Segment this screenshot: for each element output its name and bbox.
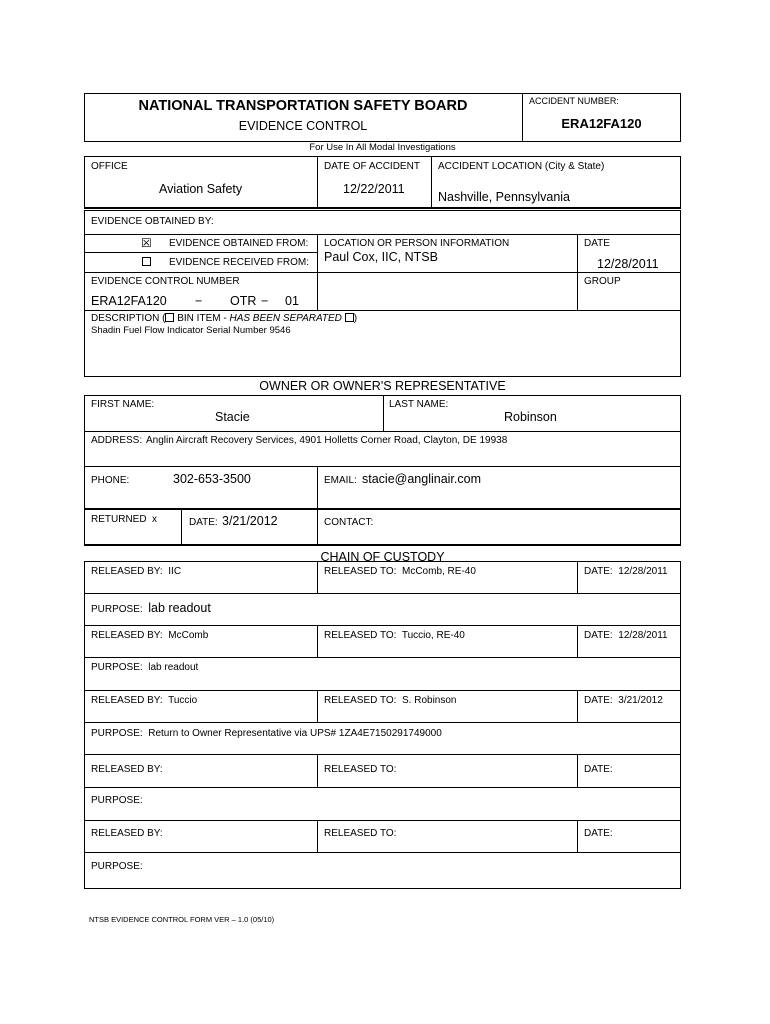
custody-div-b2 <box>577 625 578 657</box>
office-value[interactable]: Aviation Safety <box>159 182 243 196</box>
evidence-date-label: DATE <box>584 238 610 249</box>
date-value: 3/21/2012 <box>618 695 663 706</box>
released-by-value: McComb <box>168 630 209 641</box>
returned-mark[interactable]: x <box>152 514 157 525</box>
released-by-label: RELEASED BY: <box>91 566 163 577</box>
evidence-rule-1 <box>84 234 681 235</box>
custody-rule-8 <box>84 820 681 821</box>
description-value[interactable]: Shadin Fuel Flow Indicator Serial Number 9546 <box>91 325 291 336</box>
obtained-from-label: EVIDENCE OBTAINED FROM: <box>169 238 309 249</box>
evidence-box <box>84 210 681 377</box>
custody-rule-7 <box>84 787 681 788</box>
date-of-accident-value[interactable]: 12/22/2011 <box>343 182 405 196</box>
released-by-value: IIC <box>168 566 182 577</box>
owner-returned-divider <box>181 510 182 545</box>
owner-bottom-rule <box>84 544 681 546</box>
purpose-label: PURPOSE: <box>91 728 143 739</box>
evidence-divider-2 <box>577 234 578 310</box>
released-to-3[interactable] <box>324 695 456 707</box>
phone-value[interactable]: 302-653-3500 <box>173 472 251 486</box>
custody-rule-4 <box>84 690 681 691</box>
released-by-5[interactable] <box>91 828 163 840</box>
custody-rule-2 <box>84 625 681 626</box>
owner-rule-3 <box>84 508 681 510</box>
received-from-label: EVIDENCE RECEIVED FROM: <box>169 257 310 268</box>
custody-rule-1 <box>84 593 681 594</box>
released-by-label: RELEASED BY: <box>91 828 163 839</box>
email-value[interactable]: stacie@anglinair.com <box>362 472 481 486</box>
phone-label: PHONE: <box>91 475 130 486</box>
received-from-checkbox[interactable] <box>142 257 151 266</box>
custody-div-a2 <box>317 625 318 657</box>
released-to-1[interactable] <box>324 566 476 578</box>
email-label: EMAIL: <box>324 475 357 486</box>
separated-label: HAS BEEN SEPARATED <box>229 313 342 324</box>
form-title: NATIONAL TRANSPORTATION SAFETY BOARD <box>138 98 468 114</box>
control-number-label: EVIDENCE CONTROL NUMBER <box>91 276 240 287</box>
accident-number-label: ACCIDENT NUMBER: <box>529 96 619 106</box>
released-to-4[interactable] <box>324 764 396 776</box>
accident-location-label: ACCIDENT LOCATION (City & State) <box>438 161 605 172</box>
purpose-3[interactable] <box>91 728 442 740</box>
released-by-4[interactable] <box>91 764 163 776</box>
owner-phone-divider <box>317 466 318 545</box>
custody-date-4[interactable] <box>584 764 613 776</box>
address-label: ADDRESS: <box>91 435 143 446</box>
released-to-value: McComb, RE-40 <box>402 566 476 577</box>
group-label: GROUP <box>584 276 621 287</box>
office-divider-2 <box>431 156 432 209</box>
office-divider-1 <box>317 156 318 209</box>
purpose-label: PURPOSE: <box>91 861 143 872</box>
released-to-2[interactable] <box>324 630 465 642</box>
released-by-value: Tuccio <box>168 695 198 706</box>
purpose-value: lab readout <box>148 601 211 615</box>
purpose-value: lab readout <box>148 662 199 673</box>
released-to-label: RELEASED TO: <box>324 695 397 706</box>
returned-label: RETURNED <box>91 514 147 525</box>
owner-rule-2 <box>84 466 681 467</box>
control-number-sep1: − <box>195 294 203 308</box>
evidence-date-value[interactable]: 12/28/2011 <box>597 257 659 271</box>
purpose-label: PURPOSE: <box>91 604 143 615</box>
control-number-sep2: − <box>261 294 269 308</box>
first-name-label: FIRST NAME: <box>91 399 155 410</box>
evidence-obtained-by-label: EVIDENCE OBTAINED BY: <box>91 216 214 227</box>
control-number-part2[interactable]: OTR <box>230 294 257 308</box>
evidence-divider-1 <box>317 234 318 310</box>
custody-date-2[interactable] <box>584 630 668 642</box>
date-value: 12/28/2011 <box>618 630 668 641</box>
released-to-label: RELEASED TO: <box>324 566 397 577</box>
owner-name-divider <box>383 395 384 431</box>
control-number-part1[interactable]: ERA12FA120 <box>91 294 167 308</box>
accident-location-value[interactable]: Nashville, Pennsylvania <box>438 190 571 204</box>
description-suffix: ) <box>353 313 358 324</box>
evidence-rule-3 <box>84 272 681 273</box>
address-value[interactable]: Anglin Aircraft Recovery Services, 4901 Holletts Corner Road, Clayton, DE 19938 <box>146 435 508 446</box>
released-by-3[interactable] <box>91 695 197 707</box>
released-to-label: RELEASED TO: <box>324 764 397 775</box>
evidence-rule-2 <box>84 252 317 253</box>
custody-div-a5 <box>317 820 318 852</box>
custody-date-5[interactable] <box>584 828 613 840</box>
office-bottom-rule <box>84 207 681 209</box>
evidence-rule-4 <box>84 310 681 311</box>
released-to-value: Tuccio, RE-40 <box>401 630 465 641</box>
custody-div-b4 <box>577 754 578 787</box>
bin-item-checkbox[interactable] <box>165 313 174 322</box>
control-number-part3[interactable]: 01 <box>285 294 299 308</box>
custody-div-b5 <box>577 820 578 852</box>
first-name-value[interactable]: Stacie <box>215 410 250 424</box>
contact-label: CONTACT: <box>324 517 374 528</box>
obtained-from-checkbox[interactable]: ☒ <box>141 236 152 250</box>
released-by-2[interactable] <box>91 630 208 642</box>
date-label: DATE: <box>584 695 613 706</box>
released-to-value: S. Robinson <box>402 695 457 706</box>
date-label: DATE: <box>584 764 613 775</box>
location-person-value[interactable]: Paul Cox, IIC, NTSB <box>324 250 438 264</box>
purpose-4[interactable] <box>91 795 143 807</box>
purpose-value: Return to Owner Representative via UPS# 1ZA4E7150291749000 <box>148 728 442 739</box>
last-name-label: LAST NAME: <box>389 399 449 410</box>
custody-div-a4 <box>317 754 318 787</box>
accident-number-value[interactable]: ERA12FA120 <box>561 116 642 131</box>
custody-div-a1 <box>317 561 318 593</box>
custody-section-title: CHAIN OF CUSTODY <box>320 550 445 564</box>
custody-rule-9 <box>84 852 681 853</box>
released-to-5[interactable] <box>324 828 396 840</box>
purpose-label: PURPOSE: <box>91 662 143 673</box>
last-name-value[interactable]: Robinson <box>504 410 557 424</box>
owner-rule-1 <box>84 431 681 432</box>
office-label: OFFICE <box>91 161 128 172</box>
custody-div-b3 <box>577 690 578 722</box>
form-version-footer: NTSB EVIDENCE CONTROL FORM VER – 1.0 (05/10) <box>89 915 275 924</box>
date-label: DATE: <box>584 566 613 577</box>
released-to-label: RELEASED TO: <box>324 828 397 839</box>
custody-date-1[interactable] <box>584 566 668 578</box>
purpose-5[interactable] <box>91 861 143 873</box>
custody-div-a3 <box>317 690 318 722</box>
form-subtitle: EVIDENCE CONTROL <box>238 119 368 133</box>
description-line <box>91 313 357 325</box>
custody-rule-5 <box>84 722 681 723</box>
released-by-label: RELEASED BY: <box>91 764 163 775</box>
date-label: DATE: <box>584 630 613 641</box>
modal-note: For Use In All Modal Investigations <box>309 142 456 153</box>
date-value: 12/28/2011 <box>618 566 668 577</box>
released-to-label: RELEASED TO: <box>324 630 397 641</box>
description-prefix: DESCRIPTION ( <box>91 313 166 324</box>
date-of-accident-label: DATE OF ACCIDENT <box>324 161 420 172</box>
released-by-1[interactable] <box>91 566 181 578</box>
returned-date-value[interactable]: 3/21/2012 <box>222 514 278 528</box>
location-person-label: LOCATION OR PERSON INFORMATION <box>324 238 510 249</box>
custody-rule-3 <box>84 657 681 658</box>
released-by-label: RELEASED BY: <box>91 695 163 706</box>
custody-rule-6 <box>84 754 681 755</box>
separated-checkbox[interactable] <box>345 313 354 322</box>
custody-div-b1 <box>577 561 578 593</box>
released-by-label: RELEASED BY: <box>91 630 163 641</box>
purpose-1[interactable] <box>91 601 211 616</box>
owner-section-title: OWNER OR OWNER'S REPRESENTATIVE <box>259 379 506 393</box>
purpose-2[interactable] <box>91 662 198 674</box>
purpose-label: PURPOSE: <box>91 795 143 806</box>
returned-date-label: DATE: <box>189 517 218 528</box>
date-label: DATE: <box>584 828 613 839</box>
bin-item-label: BIN ITEM - <box>177 313 230 324</box>
custody-date-3[interactable] <box>584 695 663 707</box>
